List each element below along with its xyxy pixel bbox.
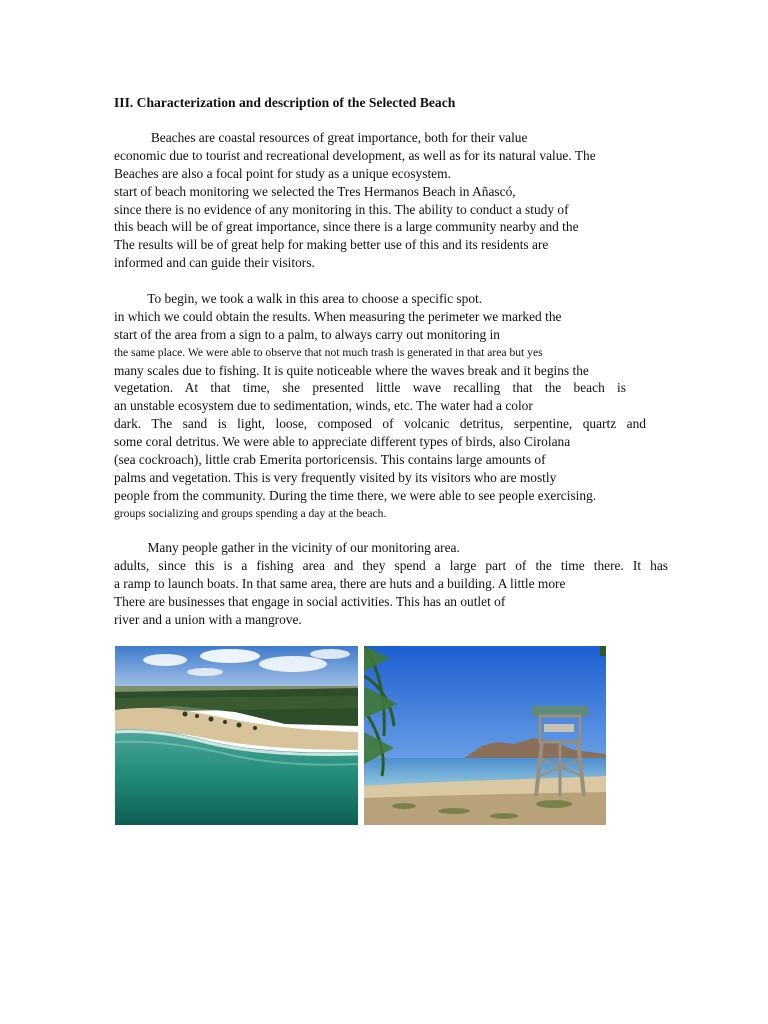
paragraph-line: groups socializing and groups spending a day at the beach.	[114, 506, 387, 520]
lifeguard-tower-photo	[364, 646, 606, 825]
paragraph-line: people from the community. During the time there, we were able to see people exercising.	[114, 487, 597, 503]
paragraph-line: dark. The sand is light, loose, composed of volcanic detritus, serpentine, quartz and	[114, 416, 646, 432]
paragraph-1	[114, 129, 674, 272]
paragraph-line: The results will be of great help for making better use of this and its residents are	[114, 237, 549, 253]
paragraph-line: since there is no evidence of any monitoring in this. The ability to conduct a study of	[114, 201, 569, 217]
section-heading: III. Characterization and description of the Selected Beach	[114, 95, 456, 110]
paragraph-line: Many people gather in the vicinity of our monitoring area.	[114, 540, 460, 555]
paragraph-line: (sea cockroach), little crab Emerita portoricensis. This contains large amounts of	[114, 452, 546, 468]
paragraph-line: in which we could obtain the results. When measuring the perimeter we marked the	[114, 308, 562, 324]
paragraph-line: economic due to tourist and recreational development, as well as for its natural value. The	[114, 147, 596, 163]
paragraph-line: Beaches are also a focal point for study as a unique ecosystem.	[114, 165, 451, 181]
paragraph-line: a ramp to launch boats. In that same area, there are huts and a building. A little more	[114, 575, 566, 591]
paragraph-line: some coral detritus. We were able to appreciate different types of birds, also Cirolana	[114, 434, 571, 450]
paragraph-line: palms and vegetation. This is very frequently visited by its visitors who are mostly	[114, 469, 557, 485]
paragraph-line: start of beach monitoring we selected the Tres Hermanos Beach in Añascó,	[114, 183, 516, 199]
paragraph-line: many scales due to fishing. It is quite noticeable where the waves break and it begins the	[114, 362, 589, 378]
paragraph-line: start of the area from a sign to a palm, to always carry out monitoring in	[114, 326, 500, 342]
paragraph-line: this beach will be of great importance, since there is a large community nearby and the	[114, 219, 579, 235]
paragraph-line: the same place. We were able to observe that not much trash is generated in that area but yes	[114, 345, 543, 359]
paragraph-line: adults, since this is a fishing area and they spend a large part of the time there. It has	[114, 557, 668, 573]
paragraph-2	[114, 290, 674, 523]
paragraph-line: There are businesses that engage in social activities. This has an outlet of	[114, 593, 506, 609]
paragraph-line: To begin, we took a walk in this area to choose a specific spot.	[114, 291, 483, 306]
paragraph-3	[114, 539, 674, 628]
paragraph-line: an unstable ecosystem due to sedimentation, winds, etc. The water had a color	[114, 398, 533, 414]
paragraph-line: Beaches are coastal resources of great importance, both for their value	[114, 130, 528, 145]
paragraph-line: informed and can guide their visitors.	[114, 255, 315, 271]
paragraph-line: vegetation. At that time, she presented little wave recalling that the beach is	[114, 380, 626, 396]
aerial-beach-photo	[115, 646, 358, 825]
paragraph-line: river and a union with a mangrove.	[114, 611, 302, 627]
